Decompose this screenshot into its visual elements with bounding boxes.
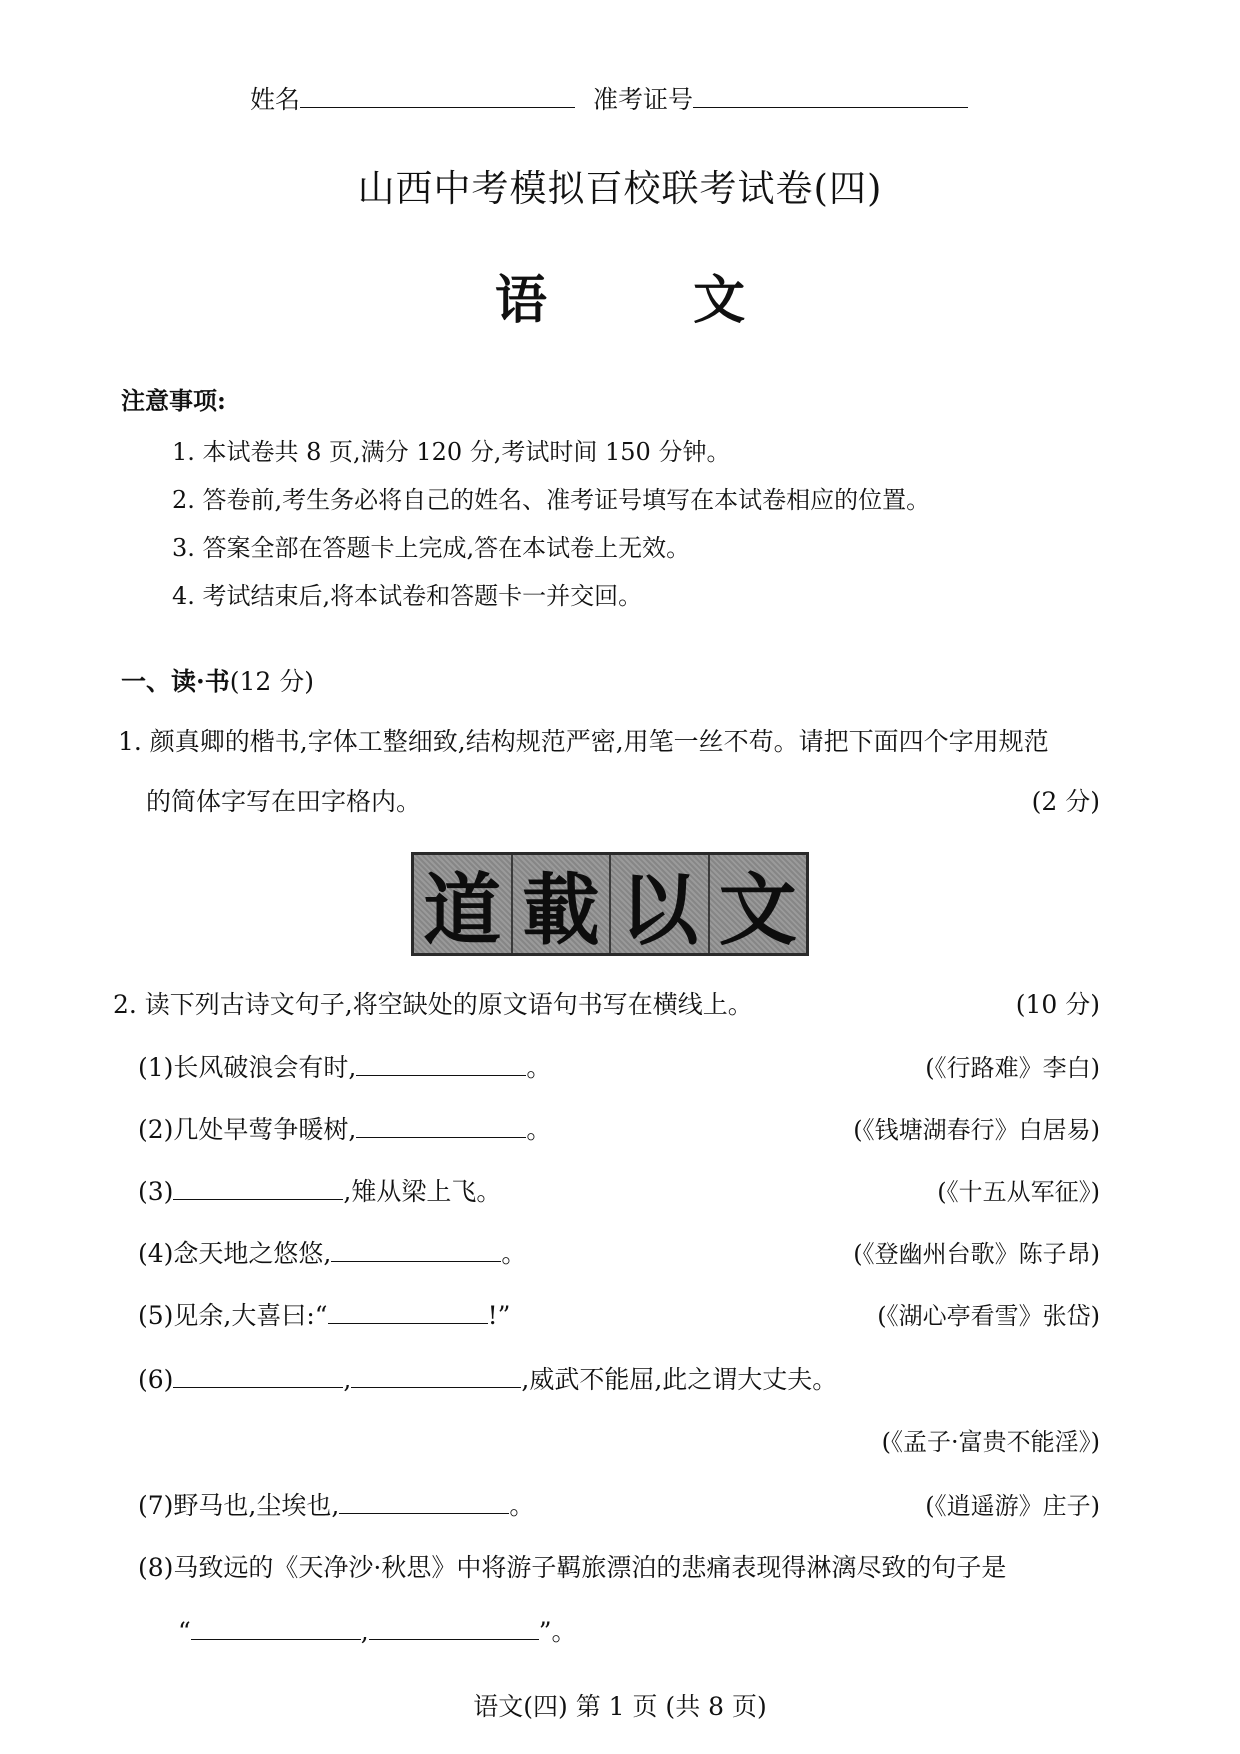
- item-text: ,雉从梁上飞。: [343, 1177, 502, 1206]
- item-source: (《登幽州台歌》陈子昂): [853, 1240, 1100, 1268]
- name-field[interactable]: [300, 106, 575, 108]
- item-text: (7)野马也,尘埃也,: [138, 1491, 340, 1520]
- q2-item-1: [138, 1048, 551, 1084]
- item-text: (1)长风破浪会有时,: [138, 1053, 357, 1082]
- exam-id-field[interactable]: [693, 106, 968, 108]
- note-item: 4. 考试结束后,将本试卷和答题卡一并交回。: [172, 582, 643, 610]
- q2-item-6: [138, 1360, 837, 1396]
- item-source: (《湖心亭看雪》张岱): [877, 1302, 1100, 1330]
- note-item: 2. 答卷前,考生务必将自己的姓名、准考证号填写在本试卷相应的位置。: [172, 486, 931, 514]
- name-label: 姓名: [250, 85, 301, 114]
- answer-blank[interactable]: [328, 1322, 488, 1324]
- notes-heading: 注意事项:: [121, 386, 226, 415]
- item-text: (5)见余,大喜曰:“: [138, 1301, 328, 1330]
- q1-score: (2 分): [1031, 787, 1100, 816]
- calligraphy-image: [411, 852, 809, 956]
- item-text: “: [178, 1617, 191, 1646]
- section-heading: [121, 662, 314, 698]
- item-text: (2)几处早莺争暖树,: [138, 1115, 357, 1144]
- answer-blank[interactable]: [191, 1638, 361, 1640]
- exam-title: 山西中考模拟百校联考试卷(四): [357, 167, 883, 210]
- calligraphy-char: 道: [414, 855, 513, 953]
- q2-item-8: (8)马致远的《天净沙·秋思》中将游子羁旅漂泊的悲痛表现得淋漓尽致的句子是: [138, 1553, 1007, 1582]
- note-item: 3. 答案全部在答题卡上完成,答在本试卷上无效。: [172, 534, 691, 562]
- answer-blank[interactable]: [173, 1198, 343, 1200]
- item-source: (《钱塘湖春行》白居易): [853, 1116, 1100, 1144]
- item-text: (3): [138, 1177, 174, 1206]
- calligraphy-char: 以: [611, 855, 710, 953]
- item-text: 。: [526, 1053, 552, 1082]
- q2-score: (10 分): [1015, 990, 1100, 1019]
- candidate-info-row: [250, 80, 968, 116]
- answer-blank[interactable]: [356, 1136, 526, 1138]
- q2-item-4: [138, 1234, 526, 1270]
- note-item: 1. 本试卷共 8 页,满分 120 分,考试时间 150 分钟。: [172, 438, 731, 466]
- answer-blank[interactable]: [339, 1512, 509, 1514]
- item-text: 。: [526, 1115, 552, 1144]
- item-source: (《十五从军征》): [937, 1178, 1100, 1206]
- answer-blank[interactable]: [351, 1386, 521, 1388]
- subject-char-2: 文: [693, 270, 746, 331]
- q2-stem: 2. 读下列古诗文句子,将空缺处的原文语句书写在横线上。: [113, 990, 753, 1019]
- q2-item-5: [138, 1296, 510, 1332]
- item-source: (《孟子·富贵不能淫》): [881, 1428, 1100, 1456]
- q1-text-line2: 的简体字写在田字格内。: [146, 787, 422, 816]
- item-text: (6): [138, 1365, 174, 1394]
- item-source: (《逍遥游》庄子): [925, 1492, 1100, 1520]
- q2-item-8-answer: [178, 1612, 577, 1648]
- answer-blank[interactable]: [356, 1074, 526, 1076]
- item-text: ,威武不能屈,此之谓大丈夫。: [521, 1365, 838, 1394]
- subject-title: [0, 258, 1240, 333]
- calligraphy-char: 文: [710, 855, 807, 953]
- item-text: 。: [501, 1239, 527, 1268]
- q2-item-3: [138, 1172, 501, 1208]
- exam-id-label: 准考证号: [592, 85, 693, 114]
- answer-blank[interactable]: [173, 1386, 343, 1388]
- item-text: ,: [343, 1365, 352, 1394]
- item-source: (《行路难》李白): [925, 1054, 1100, 1082]
- q2-item-2: [138, 1110, 551, 1146]
- item-text: !”: [487, 1301, 511, 1330]
- q1-text-line1: 1. 颜真卿的楷书,字体工整细致,结构规范严密,用笔一丝不苟。请把下面四个字用规范: [118, 727, 1049, 756]
- q2-item-7: [138, 1486, 534, 1522]
- item-text: ,: [360, 1617, 369, 1646]
- answer-blank[interactable]: [331, 1260, 501, 1262]
- item-text: 。: [509, 1491, 535, 1520]
- answer-blank[interactable]: [369, 1638, 539, 1640]
- section-label: 一、读·书: [121, 667, 230, 696]
- item-text: (4)念天地之悠悠,: [138, 1239, 332, 1268]
- subject-char-1: 语: [494, 270, 547, 331]
- calligraphy-char: 載: [513, 855, 612, 953]
- section-score: (12 分): [229, 667, 314, 696]
- item-text: ”。: [538, 1617, 577, 1646]
- page-footer: 语文(四) 第 1 页 (共 8 页): [473, 1692, 767, 1721]
